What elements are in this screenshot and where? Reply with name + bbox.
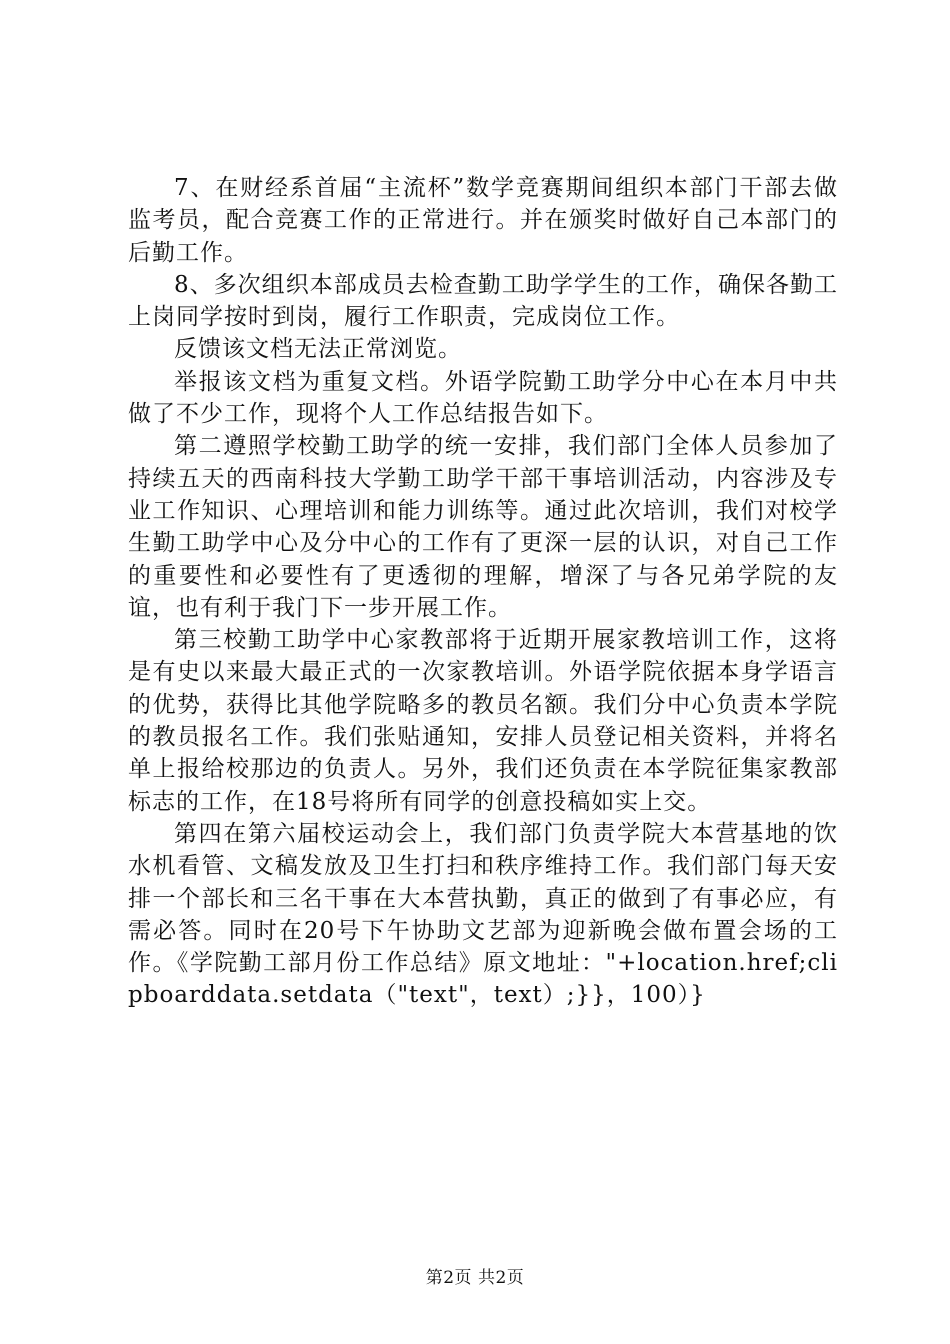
report-intro-paragraph: 举报该文档为重复文档。外语学院勤工助学分中心在本月中共做了不少工作，现将个人工作总结报告如下。 <box>128 368 838 428</box>
paragraph-second: 第二遵照学校勤工助学的统一安排，我们部门全体人员参加了持续五天的西南科技大学勤工助学干部干事培训活动，内容涉及专业工作知识、心理培训和能力训练等。通过此次培训，我们对校学生勤工助学中心及分中心的工作有了更深一层的认识，对自己工作的重要性和必要性有了更透彻的理解，增深了与各兄弟学院的友谊，也有利于我门下一步开展工作。 <box>128 433 838 621</box>
page-number-footer: 第2页 共2页 <box>425 1268 525 1288</box>
document-body <box>128 172 838 1012</box>
paragraph-fourth: 第四在第六届校运动会上，我们部门负责学院大本营基地的饮水机看管、文稿发放及卫生打扫和秩序维持工作。我们部门每天安排一个部长和三名干事在大本营执勤，真正的做到了有事必应，有需必答。同时在20号下午协助文艺部为迎新晚会做布置会场的工作。《学院勤工部月份工作总结》原文地址："+location.href;clipboarddata.setdata（"text"，text）;}}，100）} <box>128 820 838 1009</box>
feedback-text: 反馈该文档无法正常浏览。 <box>174 336 462 363</box>
paragraph-item-8: 8、多次组织本部成员去检查勤工助学学生的工作，确保各勤工上岗同学按时到岗，履行工作职责，完成岗位工作。 <box>128 271 838 331</box>
paragraph-third: 第三校勤工助学中心家教部将于近期开展家教培训工作，这将是有史以来最大最正式的一次家教培训。外语学院依据本身学语言的优势，获得比其他学院略多的教员名额。我们分中心负责本学院的教员报名工作。我们张贴通知，安排人员登记相关资料，并将名单上报给校那边的负责人。另外，我们还负责在本学院征集家教部标志的工作，在18号将所有同学的创意投稿如实上交。 <box>128 627 838 815</box>
paragraph-item-7: 7、在财经系首届“主流杯”数学竞赛期间组织本部门干部去做监考员，配合竞赛工作的正常进行。并在颁奖时做好自己本部门的后勤工作。 <box>128 175 838 266</box>
